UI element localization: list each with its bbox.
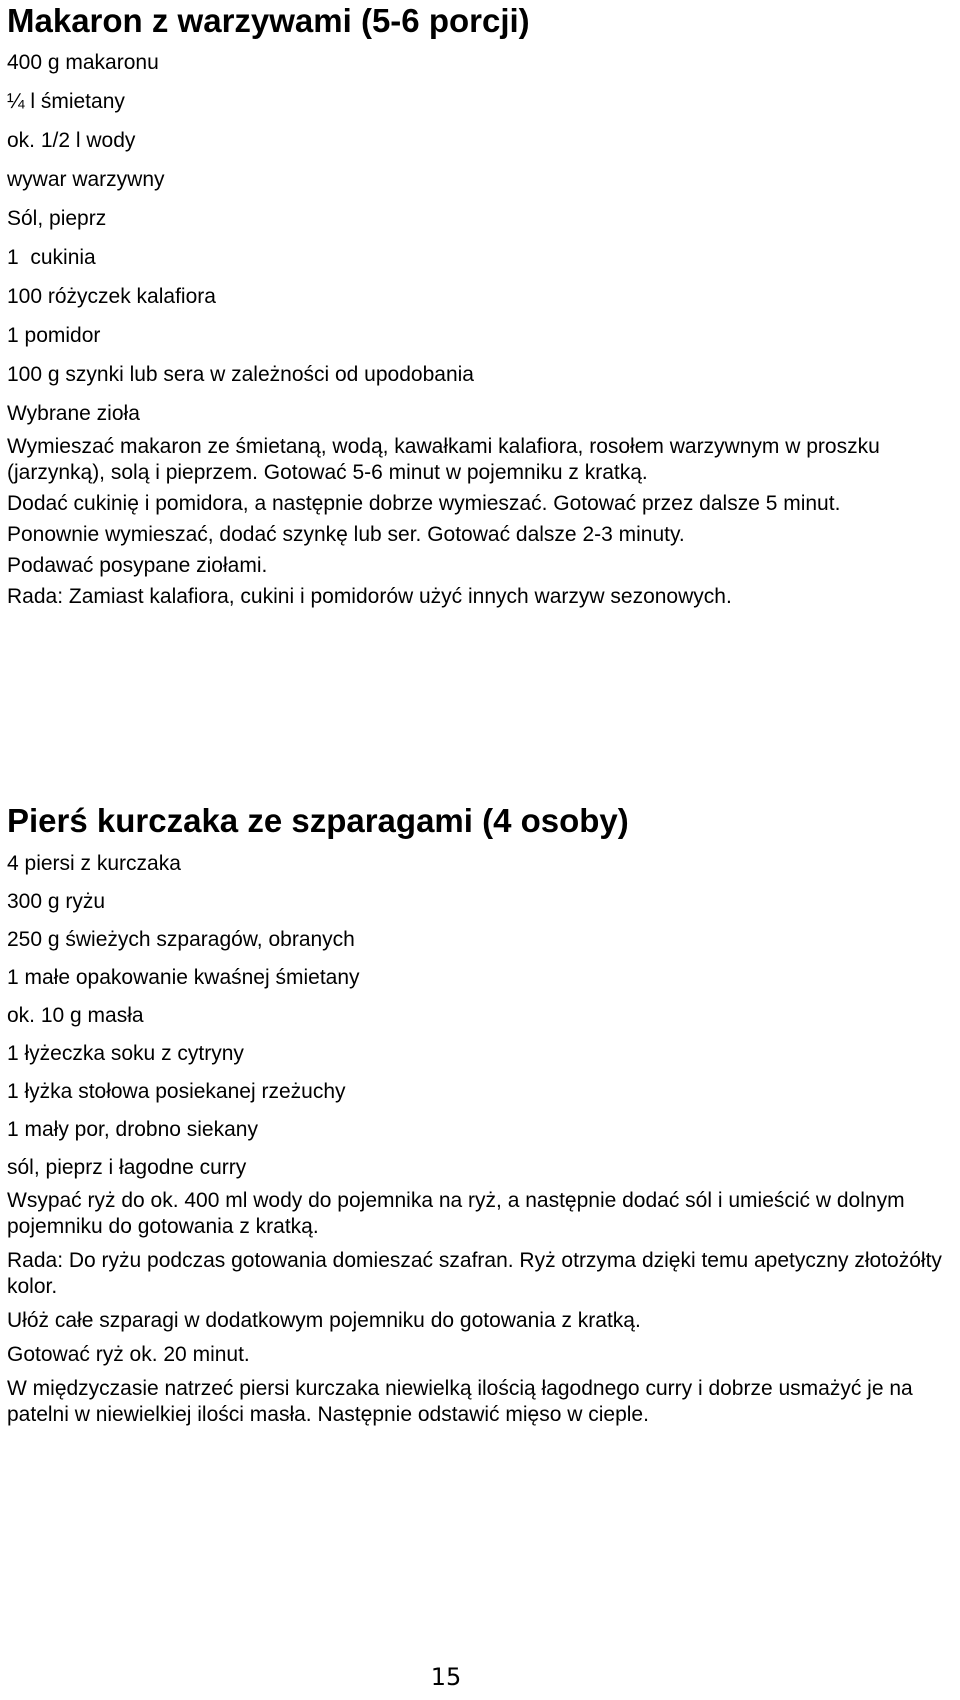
ingredient-item: 400 g makaronu (7, 51, 159, 74)
instruction-paragraph: Podawać posypane ziołami. (7, 554, 268, 577)
tip-paragraph: Rada: Zamiast kalafiora, cukini i pomidorów użyć innych warzyw sezonowych. (7, 585, 732, 608)
instruction-paragraph: Dodać cukinię i pomidora, a następnie dobrze wymieszać. Gotować przez dalsze 5 minut. (7, 492, 841, 515)
ingredient-item: ok. 1/2 l wody (7, 129, 136, 152)
recipe-piers-kurczaka (7, 800, 947, 1436)
instruction-paragraph: Ponownie wymieszać, dodać szynkę lub ser. Gotować dalsze 2-3 minuty. (7, 523, 685, 546)
ingredient-item: 1 łyżka stołowa posiekanej rzeżuchy (7, 1080, 346, 1103)
ingredient-item: 1 małe opakowanie kwaśnej śmietany (7, 966, 360, 989)
instruction-list (7, 1188, 947, 1428)
ingredient-item: Wybrane zioła (7, 402, 140, 425)
instruction-paragraph: Gotować ryż ok. 20 minut. (7, 1343, 250, 1366)
instruction-paragraph: Wsypać ryż do ok. 400 ml wody do pojemnika na ryż, a następnie dodać sól i umieścić w dolnym pojemniku do gotowania z kratką. (7, 1189, 905, 1238)
ingredient-item: ¼ l śmietany (7, 90, 125, 113)
instruction-paragraph: Ułóż całe szparagi w dodatkowym pojemniku do gotowania z kratką. (7, 1309, 641, 1332)
recipe-title: Pierś kurczaka ze szparagami (4 osoby) (7, 802, 629, 839)
ingredient-item: 100 g szynki lub sera w zależności od upodobania (7, 363, 474, 386)
instruction-paragraph: Wymieszać makaron ze śmietaną, wodą, kawałkami kalafiora, rosołem warzywnym w proszku (jarzynką), solą i pieprzem. Gotować 5-6 minut w pojemniku z kratką. (7, 435, 880, 484)
recipe-makaron (7, 0, 947, 615)
ingredient-item: 250 g świeżych szparagów, obranych (7, 928, 355, 951)
recipe-title: Makaron z warzywami (5-6 porcji) (7, 2, 530, 39)
ingredient-item: Sól, pieprz (7, 207, 107, 230)
ingredient-item: 300 g ryżu (7, 890, 106, 913)
ingredient-list (7, 845, 947, 1187)
ingredient-item: 4 piersi z kurczaka (7, 852, 181, 875)
ingredient-item: wywar warzywny (7, 168, 165, 191)
ingredient-list (7, 43, 947, 433)
ingredient-item: 1 cukinia (7, 246, 96, 269)
page-number: 15 (430, 1663, 462, 1691)
ingredient-item: sól, pieprz i łagodne curry (7, 1156, 247, 1179)
instruction-paragraph: W międzyczasie natrzeć piersi kurczaka niewielką ilością łagodnego curry i dobrze usmażyć je na patelni w niewielkiej ilości masła. Następnie odstawić mięso w cieple. (7, 1377, 913, 1426)
ingredient-item: ok. 10 g masła (7, 1004, 144, 1027)
tip-paragraph: Rada: Do ryżu podczas gotowania domieszać szafran. Ryż otrzyma dzięki temu apetyczny złotożółty kolor. (7, 1249, 942, 1298)
ingredient-item: 1 łyżeczka soku z cytryny (7, 1042, 244, 1065)
instruction-list (7, 434, 947, 610)
ingredient-item: 100 różyczek kalafiora (7, 285, 216, 308)
ingredient-item: 1 mały por, drobno siekany (7, 1118, 258, 1141)
ingredient-item: 1 pomidor (7, 324, 101, 347)
